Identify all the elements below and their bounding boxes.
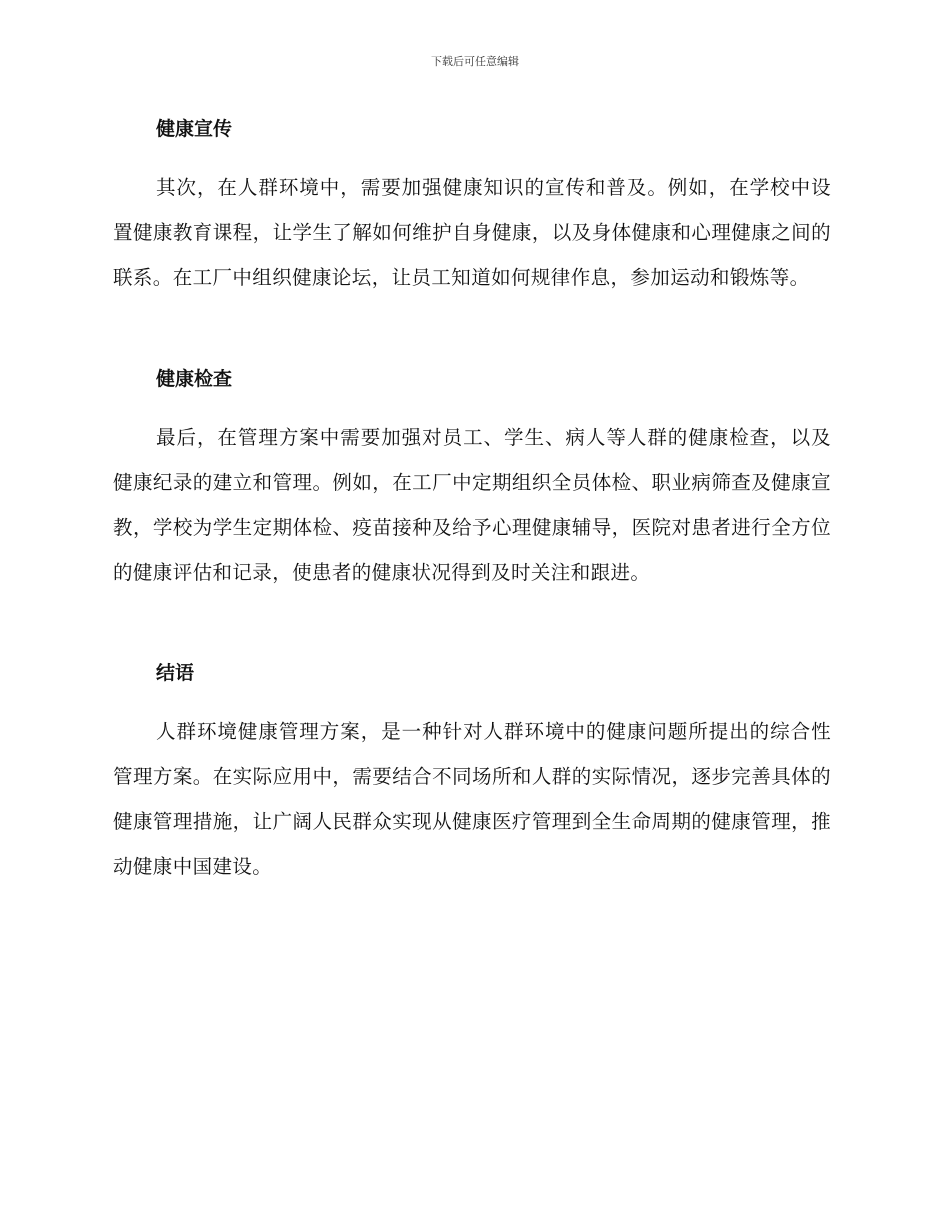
section-health-promotion bbox=[113, 115, 831, 300]
section-heading: 结语 bbox=[156, 662, 195, 684]
section-paragraph: 最后，在管理方案中需要加强对员工、学生、病人等人群的健康检查，以及健康纪录的建立和管理。例如，在工厂中定期组织全员体检、职业病筛查及健康宣教，学校为学生定期体检、疫苗接种及给予心理健康辅导，医院对患者进行全方位的健康评估和记录，使患者的健康状况得到及时关注和跟进。 bbox=[113, 426, 831, 584]
section-conclusion bbox=[113, 659, 831, 889]
section-paragraph: 其次，在人群环境中，需要加强健康知识的宣传和普及。例如，在学校中设置健康教育课程，让学生了解如何维护自身健康，以及身体健康和心理健康之间的联系。在工厂中组织健康论坛，让员工知道如何规律作息，参加运动和锻炼等。 bbox=[113, 176, 831, 289]
section-heading: 健康宣传 bbox=[156, 118, 233, 140]
page-header-note: 下载后可任意编辑 bbox=[431, 55, 519, 68]
section-heading: 健康检查 bbox=[156, 368, 233, 390]
section-health-check bbox=[113, 365, 831, 595]
section-paragraph: 人群环境健康管理方案，是一种针对人群环境中的健康问题所提出的综合性管理方案。在实际应用中，需要结合不同场所和人群的实际情况，逐步完善具体的健康管理措施，让广阔人民群众实现从健康医疗管理到全生命周期的健康管理，推动健康中国建设。 bbox=[113, 720, 831, 878]
